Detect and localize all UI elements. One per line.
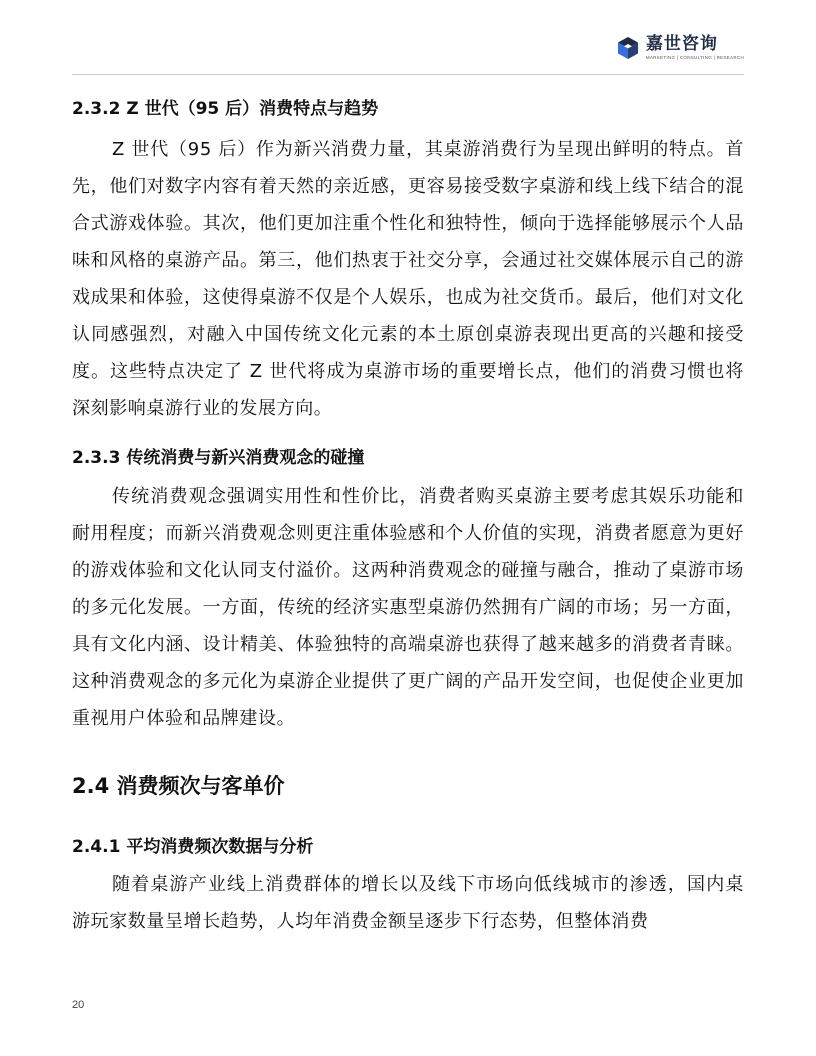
paragraph-2-3-2: Z 世代（95 后）作为新兴消费力量，其桌游消费行为呈现出鲜明的特点。首先，他们对数字内容有着天然的亲近感，更容易接受数字桌游和线上线下结合的混合式游戏体验。其次，他们更加注重个性化和独特性，倾向于选择能够展示个人品味和风格的桌游产品。第三，他们热衷于社交分享，会通过社交媒体展示自己的游戏成果和体验，这使得桌游不仅是个人娱乐，也成为社交货币。最后，他们对文化认同感强烈，对融入中国传统文化元素的本土原创桌游表现出更高的兴趣和接受度。这些特点决定了 Z 世代将成为桌游市场的重要增长点，他们的消费习惯也将深刻影响桌游行业的发展方向。 (72, 139, 744, 419)
heading-2-4-1: 2.4.1 平均消费频次数据与分析 (72, 837, 314, 857)
brand-text (646, 34, 744, 61)
page-header (72, 28, 744, 75)
document-body (72, 94, 744, 940)
heading-2-4: 2.4 消费频次与客单价 (72, 774, 285, 798)
brand-name: 嘉世咨询 (645, 34, 718, 54)
page-number: 20 (72, 999, 85, 1011)
brand-logo (616, 34, 744, 61)
brand-tagline: MARKETING | CONSULTING | RESEARCH (645, 55, 744, 60)
heading-2-3-2: 2.3.2 Z 世代（95 后）消费特点与趋势 (72, 99, 379, 119)
heading-2-3-3: 2.3.3 传统消费与新兴消费观念的碰撞 (72, 448, 365, 468)
paragraph-2-3-3: 传统消费观念强调实用性和性价比，消费者购买桌游主要考虑其娱乐功能和耐用程度；而新兴消费观念则更注重体验感和个人价值的实现，消费者愿意为更好的游戏体验和文化认同支付溢价。这两种消费观念的碰撞与融合，推动了桌游市场的多元化发展。一方面，传统的经济实惠型桌游仍然拥有广阔的市场；另一方面，具有文化内涵、设计精美、体验独特的高端桌游也获得了越来越多的消费者青睐。这种消费观念的多元化为桌游企业提供了更广阔的产品开发空间，也促使企业更加重视用户体验和品牌建设。 (72, 486, 744, 729)
brand-logo-icon (616, 36, 640, 60)
paragraph-2-4-1: 随着桌游产业线上消费群体的增长以及线下市场向低线城市的渗透，国内桌游玩家数量呈增长趋势，人均年消费金额呈逐步下行态势，但整体消费 (72, 874, 744, 932)
